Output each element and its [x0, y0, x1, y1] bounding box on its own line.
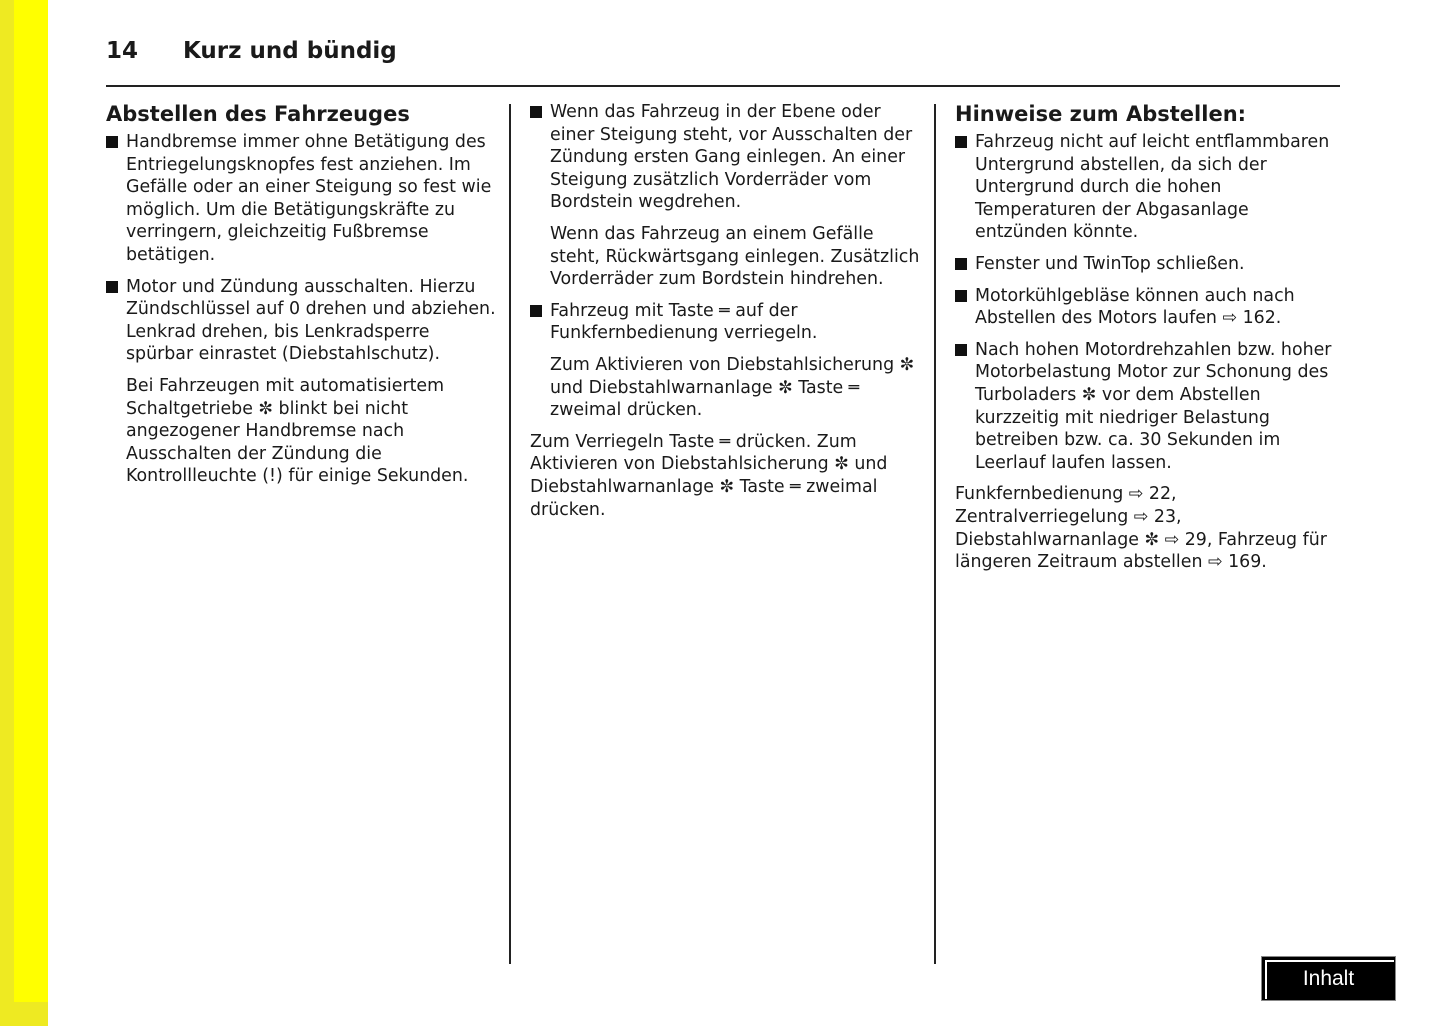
column-2 [530, 101, 920, 530]
list-item: Handbremse immer ohne Betätigung des Entriegelungsknopfes fest anziehen. Im Gefälle oder an einer Steigung so fest wie möglich. Um die Betätigungskräfte zu verringern, gleichzeitig Fußbremse betätigen. [106, 131, 496, 267]
yellow-margin-edge [0, 0, 14, 1026]
bullet-square-icon [530, 106, 542, 118]
section-heading: Hinweise zum Abstellen: [955, 102, 1247, 126]
sub-paragraph: Bei Fahrzeugen mit automatisiertem Schaltgetriebe ✼ blinkt bei nicht angezogener Handbremse nach Ausschalten der Zündung die Kontrollleuchte (!) für einige Sekunden. [126, 375, 469, 487]
contents-button[interactable]: Inhalt [1261, 956, 1396, 1001]
column-1 [106, 101, 496, 497]
column-divider [934, 104, 936, 964]
list-item: Fenster und TwinTop schließen. [955, 253, 1345, 276]
bullet-square-icon [955, 258, 967, 270]
list-item: Wenn das Fahrzeug in der Ebene oder einer Steigung steht, vor Ausschalten der Zündung ersten Gang einlegen. An einer Steigung zusätzlich Vorderräder vom Bordstein wegdrehen. [530, 101, 920, 214]
column-3 [955, 101, 1345, 583]
column-divider [509, 104, 511, 964]
bullet-square-icon [106, 136, 118, 148]
yellow-margin-bottom [0, 1002, 48, 1026]
bullet-square-icon [106, 281, 118, 293]
list-item: Nach hohen Motordrehzahlen bzw. hoher Motorbelastung Motor zur Schonung des Turboladers ✼ vor dem Abstellen kurzzeitig mit niedriger Belastung betreiben bzw. ca. 30 Sekunden im Leerlauf laufen lassen. [955, 339, 1345, 475]
list-item: Motor und Zündung ausschalten. Hierzu Zündschlüssel auf 0 drehen und abziehen. Lenkrad drehen, bis Lenkradsperre spürbar einrastet (Diebstahlschutz). [106, 276, 496, 366]
list-item: Motorkühlgebläse können auch nach Abstellen des Motors laufen ⇨ 162. [955, 285, 1345, 330]
sub-paragraph: Zum Aktivieren von Diebstahlsicherung ✼ und Diebstahlwarnanlage ✼ Taste ═ zweimal drücken. [550, 354, 915, 421]
chapter-title: Kurz und bündig [183, 38, 397, 64]
bullet-square-icon [955, 290, 967, 302]
sub-paragraph: Wenn das Fahrzeug an einem Gefälle steht, Rückwärtsgang einlegen. Zusätzlich Vorderräder zum Bordstein hindrehen. [550, 223, 920, 290]
paragraph: Zum Verriegeln Taste ═ drücken. Zum Aktivieren von Diebstahlsicherung ✼ und Diebstahlwarnanlage ✼ Taste ═ zweimal drücken. [530, 431, 888, 520]
header-divider [106, 85, 1340, 87]
bullet-square-icon [530, 305, 542, 317]
list-item: Fahrzeug mit Taste ═ auf der Funkfernbedienung verriegeln. [530, 300, 920, 345]
list-item: Fahrzeug nicht auf leicht entflammbaren Untergrund abstellen, da sich der Untergrund durch die hohen Temperaturen der Abgasanlage entzünden könnte. [955, 131, 1345, 244]
page-number: 14 [106, 38, 139, 64]
cross-references: Funkfernbedienung ⇨ 22, Zentralverriegelung ⇨ 23, Diebstahlwarnanlage ✼ ⇨ 29, Fahrzeug für längeren Zeitraum abstellen ⇨ 169. [955, 484, 1327, 573]
bullet-square-icon [955, 344, 967, 356]
section-heading: Abstellen des Fahrzeuges [106, 102, 410, 126]
bullet-square-icon [955, 136, 967, 148]
